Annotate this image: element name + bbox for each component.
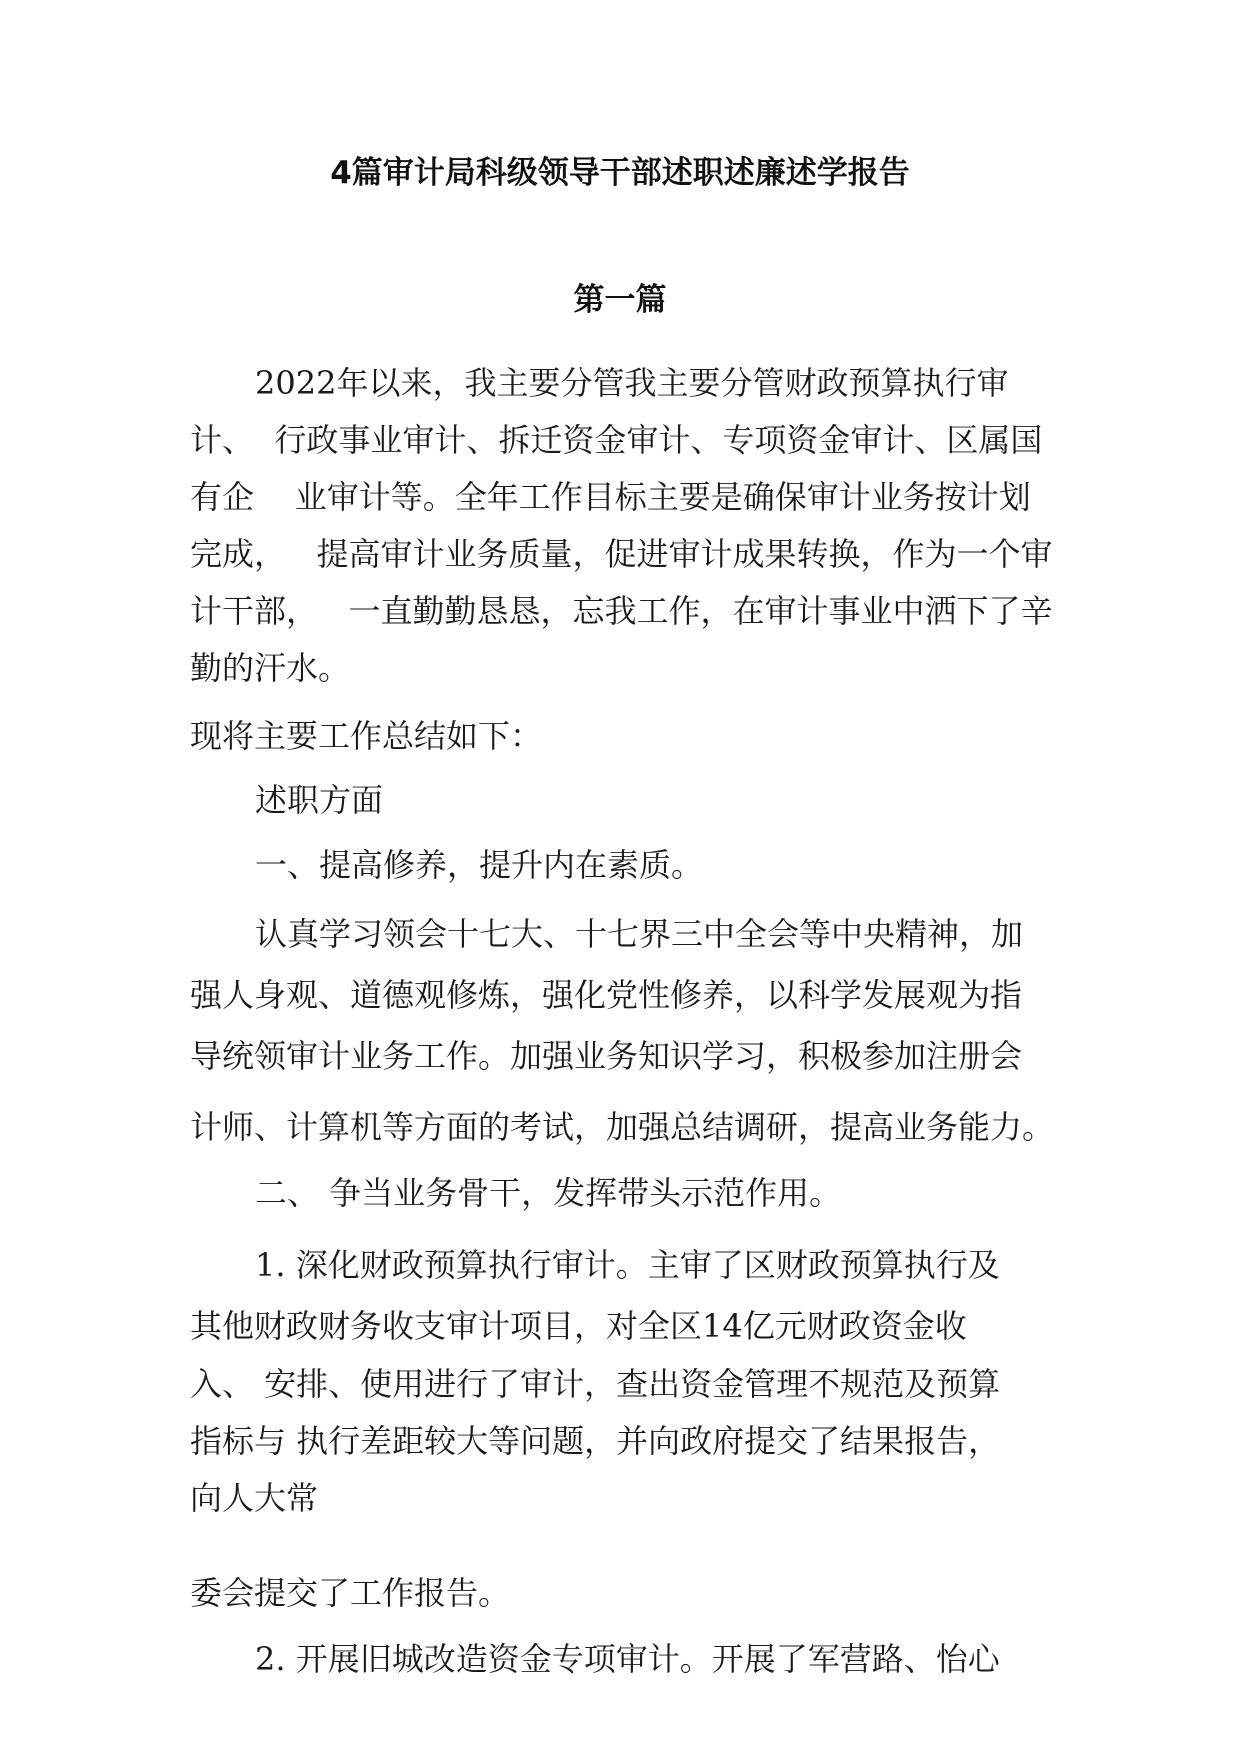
body-line: 完成， 提高审计业务质量，促进审计成果转换，作为一个审: [190, 535, 1053, 573]
body-line: 向人大常: [190, 1479, 319, 1517]
body-line: 其他财政财务收支审计项目，对全区14亿元财政资金收: [190, 1307, 967, 1345]
section-heading: 二、 争当业务骨干，发挥带头示范作用。: [255, 1174, 842, 1212]
section-title: 第一篇: [573, 282, 667, 318]
body-line: 1. 深化财政预算执行审计。主审了区财政预算执行及: [255, 1246, 1000, 1284]
body-line: 计、 行政事业审计、拆迁资金审计、专项资金审计、区属国: [190, 421, 1043, 459]
section-heading: 一、提高修养，提升内在素质。: [255, 846, 704, 884]
body-line: 认真学习领会十七大、十七界三中全会等中央精神，加: [255, 915, 1024, 953]
section-heading: 述职方面: [255, 781, 384, 819]
body-line: 计干部， 一直勤勤恳恳，忘我工作，在审计事业中洒下了辛: [190, 592, 1053, 630]
body-line: 2. 开展旧城改造资金专项审计。开展了军营路、怡心: [255, 1640, 1000, 1678]
document-title: 4篇审计局科级领导干部述职述廉述学报告: [330, 155, 910, 191]
body-line: 计师、计算机等方面的考试，加强总结调研，提高业务能力。: [190, 1108, 1055, 1146]
body-line: 指标与 执行差距较大等问题，并向政府提交了结果报告，: [190, 1422, 1001, 1460]
body-line: 强人身观、道德观修炼，强化党性修养，以科学发展观为指: [190, 976, 1023, 1014]
body-line: 勤的汗水。: [190, 649, 351, 687]
body-line: 委会提交了工作报告。: [190, 1574, 511, 1612]
body-line: 入、 安排、使用进行了审计，查出资金管理不规范及预算: [190, 1365, 1001, 1403]
body-line: 导统领审计业务工作。加强业务知识学习，积极参加注册会: [190, 1037, 1023, 1075]
body-line: 现将主要工作总结如下：: [190, 717, 543, 755]
body-line: 有企 业审计等。全年工作目标主要是确保审计业务按计划: [190, 478, 1031, 516]
body-line: 2022年以来，我主要分管我主要分管财政预算执行审: [255, 364, 1009, 402]
